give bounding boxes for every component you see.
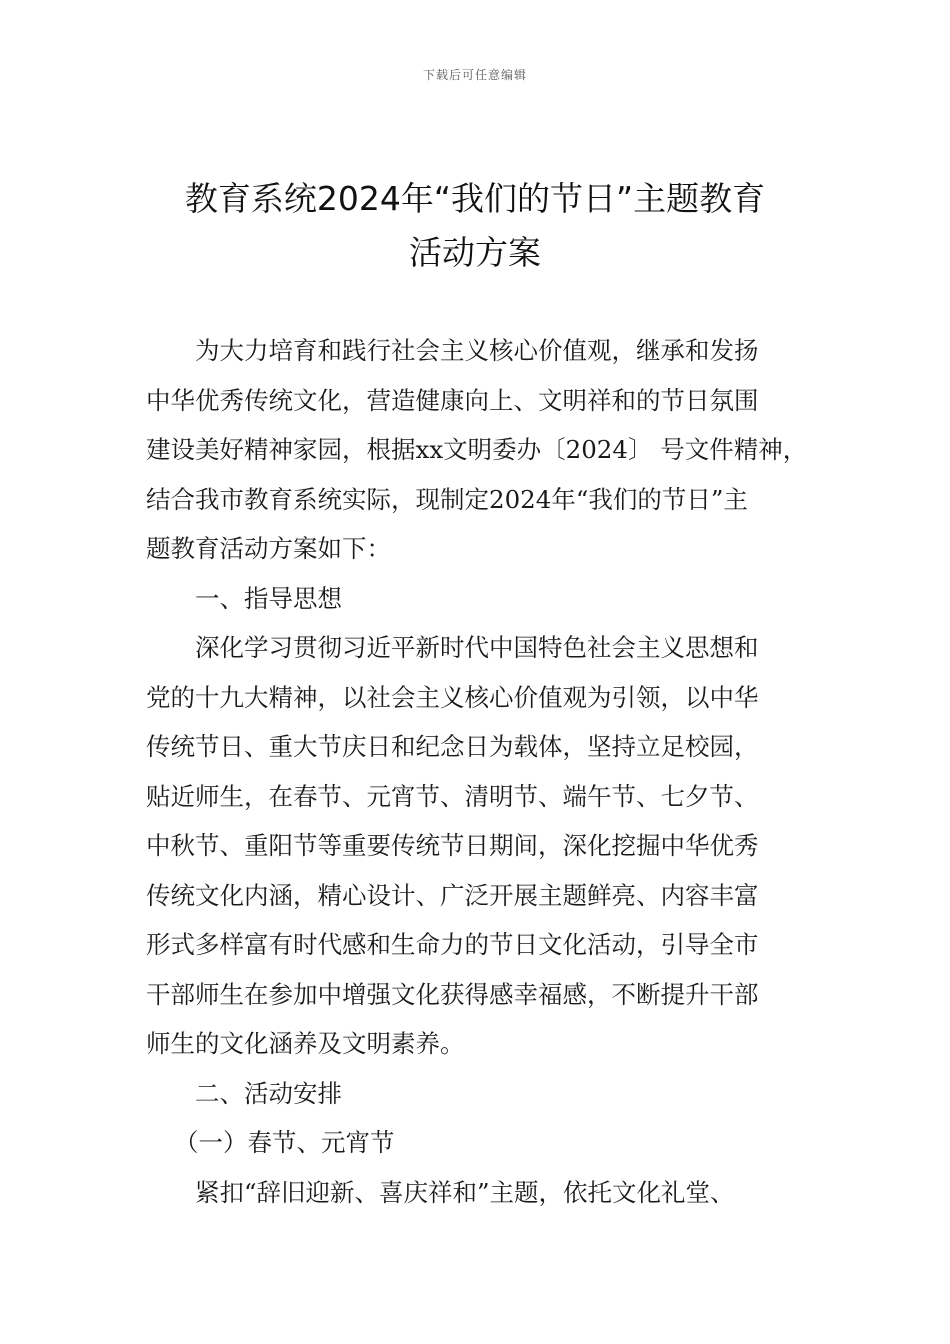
- body-line: 党的十九大精神，以社会主义核心价值观为引领，以中华: [146, 682, 759, 712]
- header-note: 下载后可任意编辑: [422, 68, 527, 82]
- body-line: 结合我市教育系统实际，现制定2024年“我们的节日”主: [146, 484, 748, 514]
- body-line: 二、活动安排: [195, 1078, 342, 1108]
- document-body: [146, 326, 836, 1217]
- body-line: 传统节日、重大节庆日和纪念日为载体，坚持立足校园，: [146, 732, 759, 761]
- body-line: 题教育活动方案如下：: [146, 534, 391, 563]
- body-line: 中华优秀传统文化，营造健康向上、文明祥和的节日氛围: [146, 385, 759, 415]
- body-line: 紧扣“辞旧迎新、喜庆祥和”主题，依托文化礼堂、: [195, 1177, 735, 1207]
- body-line: 为大力培育和践行社会主义核心价值观，继承和发扬: [195, 336, 759, 365]
- body-line: 干部师生在参加中增强文化获得感幸福感，不断提升干部: [146, 979, 759, 1009]
- body-line: 中秋节、重阳节等重要传统节日期间，深化挖掘中华优秀: [146, 831, 759, 860]
- document-title: [100, 172, 850, 280]
- body-line: 形式多样富有时代感和生命力的节日文化活动，引导全市: [146, 930, 759, 959]
- body-line: 传统文化内涵，精心设计、广泛开展主题鲜亮、内容丰富: [146, 880, 759, 910]
- body-line: 一、指导思想: [195, 583, 342, 613]
- title-line-2: 活动方案: [409, 233, 541, 272]
- body-line: 贴近师生，在春节、元宵节、清明节、端午节、七夕节、: [146, 781, 759, 811]
- body-line: （一）春节、元宵节: [174, 1128, 395, 1157]
- title-line-1: 教育系统2024年“我们的节日”主题教育: [184, 179, 766, 218]
- body-line: 师生的文化涵养及文明素养。: [146, 1029, 465, 1058]
- body-line: 深化学习贯彻习近平新时代中国特色社会主义思想和: [195, 633, 759, 662]
- body-line: 建设美好精神家园，根据xx文明委办〔2024〕 号文件精神，: [146, 435, 808, 464]
